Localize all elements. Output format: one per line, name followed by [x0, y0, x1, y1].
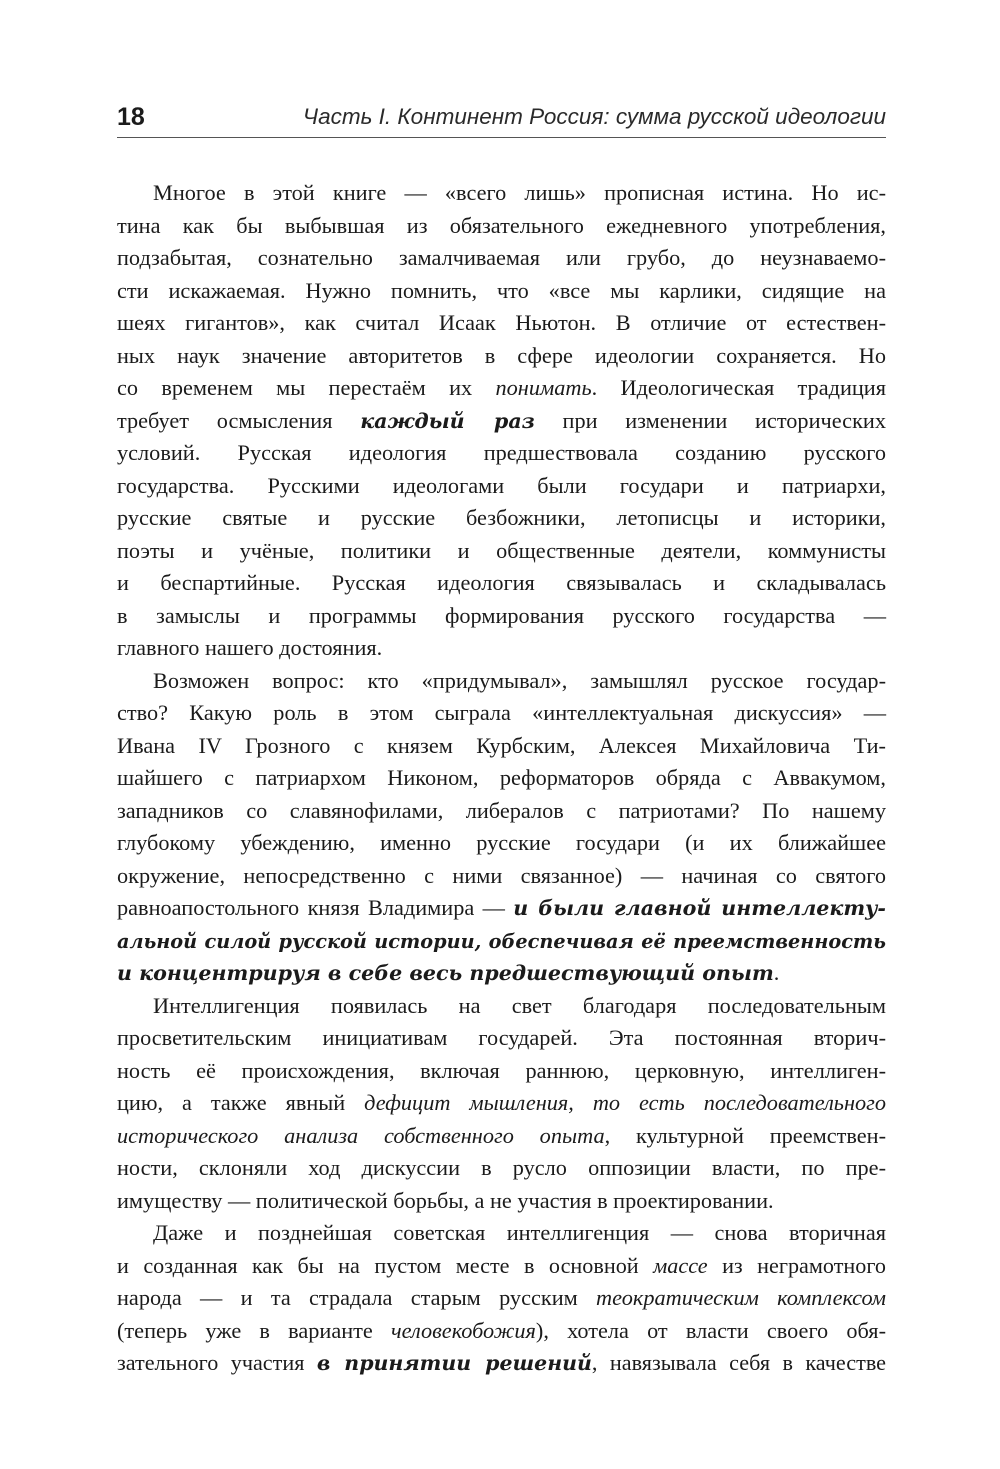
text-line: равноапостольного князя Владимира — и были главной интеллекту-: [117, 895, 886, 920]
italic-emphasis: теократическим комплексом: [596, 1285, 886, 1310]
text-line: просветительским инициативам государей. Эта постоянная вторич-: [117, 1025, 886, 1050]
text-line: ство? Какую роль в этом сыграла «интеллектуальная дискуссия» —: [117, 700, 886, 725]
page-number: 18: [117, 103, 145, 131]
text-line: главного нашего достояния.: [117, 635, 383, 660]
text-line: тина как бы выбывшая из обязательного ежедневного употребления,: [117, 212, 886, 238]
text-line: (теперь уже в варианте человекобожия), хотела от власти своего обя-: [117, 1317, 886, 1343]
text-line: цию, а также явный дефицит мышления, то есть последовательного: [117, 1090, 886, 1115]
header-title: Часть I. Континент Россия: сумма русской идеологии: [302, 104, 886, 129]
text-line: и концентрируя в себе весь предшествующий опыт.: [117, 960, 780, 985]
text-line: и созданная как бы на пустом месте в основной массе из неграмотного: [117, 1252, 886, 1278]
text-line: шайшего с патриархом Никоном, реформаторов обряда с Аввакумом,: [117, 765, 886, 790]
text-line: Даже и позднейшая советская интеллигенция — снова вторичная: [153, 1220, 886, 1245]
text-line: требует осмысления каждый раз при изменении исторических: [117, 407, 886, 433]
italic-emphasis: человекобожия: [391, 1317, 536, 1343]
text-line: со временем мы перестаём их понимать. Идеологическая традиция: [117, 375, 886, 400]
text-line: государства. Русскими идеологами были государи и патриархи,: [117, 472, 886, 498]
text-line: зательного участия в принятии решений, навязывала себя в качестве: [117, 1350, 887, 1375]
text-line: Многое в этой книге — «всего лишь» прописная истина. Но ис-: [153, 180, 886, 205]
text-line: русские святые и русские безбожники, летописцы и историки,: [117, 505, 886, 530]
text-line: ности, склоняли ход дискуссии в русло оппозиции власти, по пре-: [117, 1155, 886, 1180]
body-text: [117, 177, 886, 1380]
running-header: [117, 101, 886, 138]
text-line: Ивана IV Грозного с князем Курбским, Алексея Михайловича Ти-: [117, 732, 886, 758]
italic-emphasis: понимать: [495, 375, 592, 400]
text-line: поэты и учёные, политики и общественные деятели, коммунисты: [117, 537, 886, 563]
bold-emphasis: альной силой русской истории, обеспечивая её преемственность: [117, 929, 886, 953]
text-line: [117, 925, 886, 958]
text-line: и беспартийные. Русская идеология связывалась и складывалась: [117, 570, 886, 595]
italic-emphasis: дефицит мышления, то есть последовательного: [364, 1090, 886, 1115]
text-line: исторического анализа собственного опыта, культурной преемствен-: [117, 1122, 886, 1148]
text-line: условий. Русская идеология предшествовала созданию русского: [117, 440, 886, 465]
text-line: шеях гигантов», как считал Исаак Ньютон. В отличие от естествен-: [117, 310, 886, 335]
text-line: Возможен вопрос: кто «придумывал», замышлял русское государ-: [153, 667, 886, 693]
text-line: Интеллигенция появилась на свет благодаря последовательным: [153, 992, 886, 1018]
text-line: ных наук значение авторитетов в сфере идеологии сохраняется. Но: [117, 342, 886, 368]
bold-emphasis: и концентрируя в себе весь предшествующий опыт: [117, 961, 774, 985]
text-line: подзабытая, сознательно замалчиваемая или грубо, до неузнаваемо-: [117, 245, 886, 270]
text-line: имуществу — политической борьбы, а не участия в проектировании.: [117, 1187, 774, 1213]
text-line: ность её происхождения, включая раннюю, церковную, интеллиген-: [117, 1057, 886, 1083]
text-line: окружение, непосредственно с ними связанное) — начиная со святого: [117, 862, 886, 888]
text-line: в замыслы и программы формирования русского государства —: [117, 602, 886, 628]
bold-emphasis: в принятии решений: [316, 1351, 592, 1375]
text-line: западников со славянофилами, либералов с патриотами? По нашему: [117, 797, 886, 823]
text-line: глубокому убеждению, именно русские государи (и их ближайшее: [117, 830, 886, 855]
bold-emphasis: каждый раз: [360, 408, 535, 433]
text-line: народа — и та страдала старым русским теократическим комплексом: [117, 1285, 886, 1310]
bold-emphasis: и были главной интеллекту-: [513, 896, 886, 920]
italic-emphasis: исторического анализа собственного опыта: [117, 1122, 605, 1148]
text-line: сти искажаемая. Нужно помнить, что «все мы карлики, сидящие на: [117, 277, 886, 303]
italic-emphasis: массе: [653, 1252, 708, 1278]
